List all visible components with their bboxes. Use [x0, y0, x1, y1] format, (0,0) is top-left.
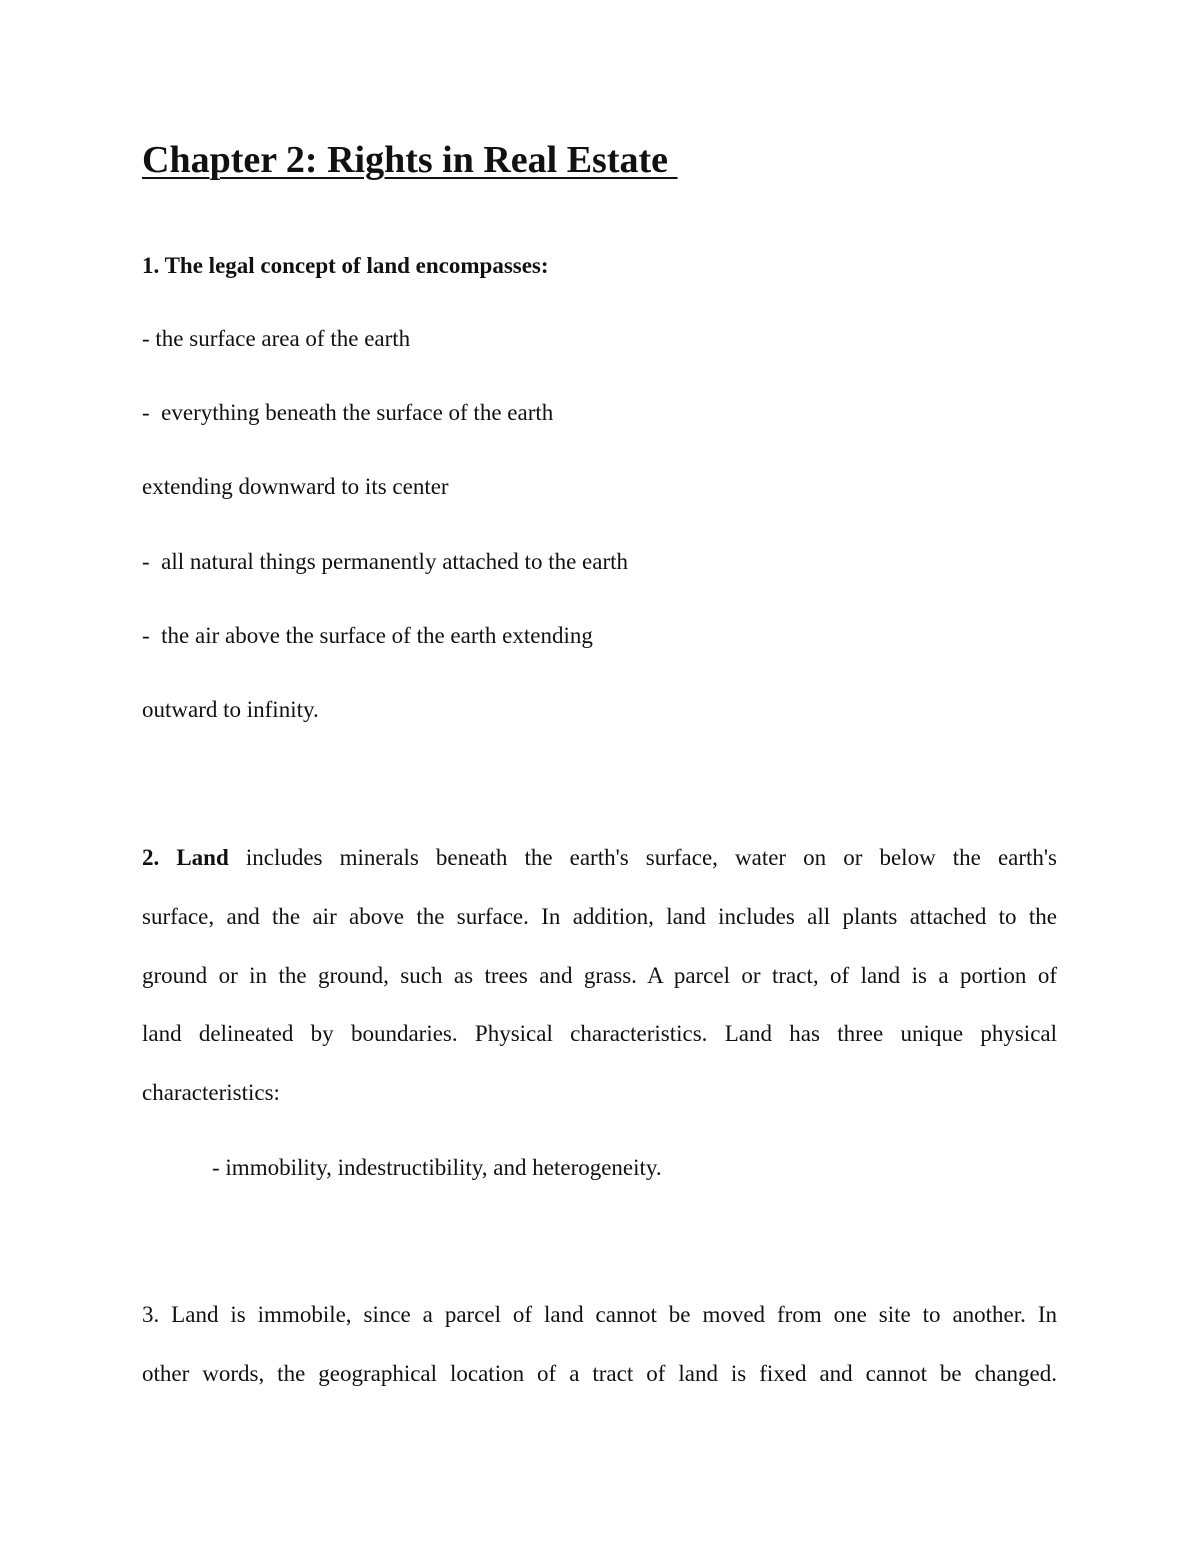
paragraph-text: includes minerals beneath the earth's surface, water on or below the earth's: [228, 845, 1058, 870]
page-title: Chapter 2: Rights in Real Estate: [142, 139, 678, 181]
land-term: Land: [176, 845, 229, 870]
paragraph-line: ground or in the ground, such as trees and grass. A parcel or tract, of land is a portion of: [142, 962, 1057, 988]
list-item: - the air above the surface of the earth extending: [142, 623, 593, 648]
section-2-number: 2.: [142, 845, 177, 870]
section-2-paragraph: [142, 829, 1057, 1123]
paragraph-line: [142, 829, 1057, 888]
list-item: - the surface area of the earth: [142, 326, 411, 351]
paragraph-line: characteristics:: [142, 1080, 280, 1106]
section-3-paragraph: [142, 1286, 1057, 1404]
list-item: outward to infinity.: [142, 697, 319, 722]
list-item: extending downward to its center: [142, 474, 449, 499]
paragraph-line: surface, and the air above the surface. In addition, land includes all plants attached to the: [142, 903, 1057, 929]
paragraph-line: land delineated by boundaries. Physical characteristics. Land has three unique physical: [142, 1021, 1057, 1047]
section-1-heading: 1. The legal concept of land encompasses:: [142, 253, 549, 278]
paragraph-line: other words, the geographical location of a tract of land is fixed and cannot be changed.: [142, 1360, 1057, 1386]
list-item: - all natural things permanently attached to the earth: [142, 549, 629, 574]
characteristics-bullet: - immobility, indestructibility, and heterogeneity.: [212, 1155, 662, 1180]
list-item: - everything beneath the surface of the earth: [142, 400, 554, 425]
paragraph-line: 3. Land is immobile, since a parcel of land cannot be moved from one site to another. In: [142, 1302, 1057, 1327]
